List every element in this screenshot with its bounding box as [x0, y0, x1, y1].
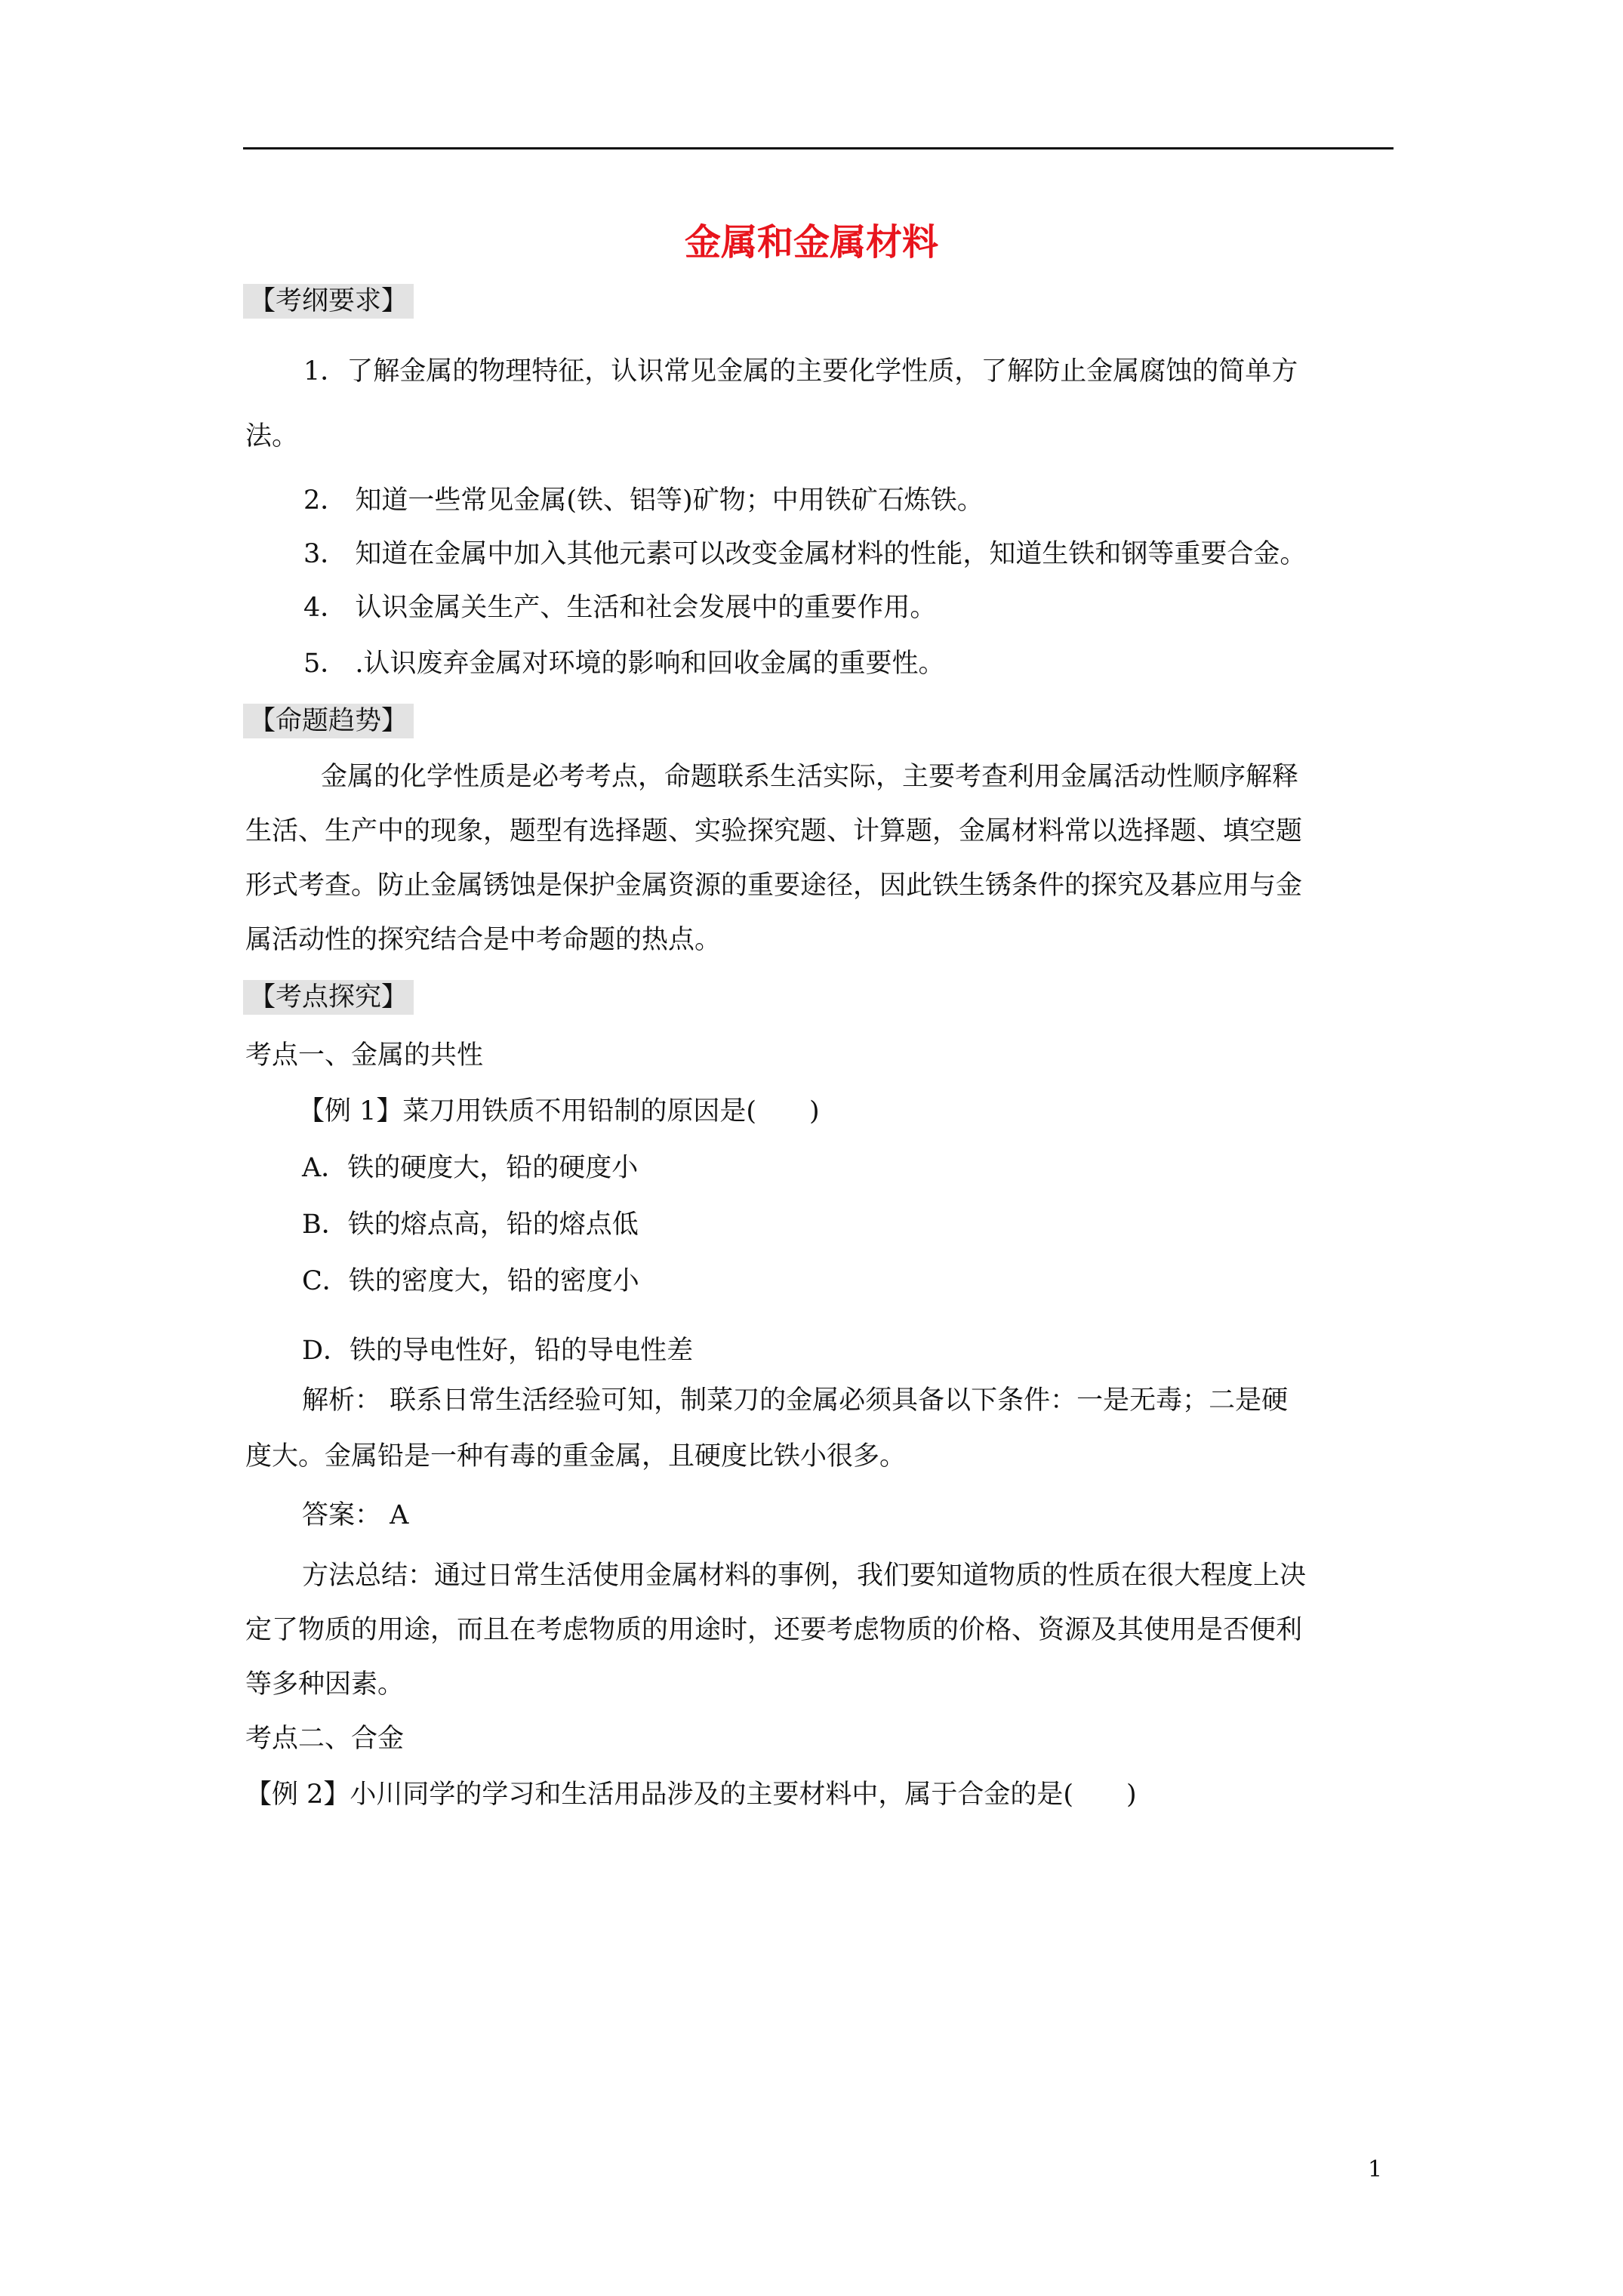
section-explore: 【考点探究】 — [243, 980, 414, 1015]
example1-summary: 方法总结：通过日常生活使用金属材料的事例，我们要知道物质的性质在很大程度上决 — [302, 1561, 1307, 1591]
requirement-item-4: 4． 认识金属关生产、生活和社会发展中的重要作用。 — [303, 593, 937, 623]
requirement-item-1: 1．了解金属的物理特征，认识常见金属的主要化学性质，了解防止金属腐蚀的简单方 — [303, 356, 1298, 387]
section-trend: 【命题趋势】 — [243, 704, 414, 738]
trend-paragraph-line: 属活动性的探究结合是中考命题的热点。 — [245, 925, 722, 955]
section-requirements: 【考纲要求】 — [243, 284, 414, 319]
example1-option-a: A．铁的硬度大，铅的硬度小 — [302, 1153, 639, 1183]
page-number: 1 — [1368, 2156, 1383, 2183]
trend-paragraph-line: 金属的化学性质是必考考点，命题联系生活实际，主要考查利用金属活动性顺序解释 — [321, 762, 1299, 792]
trend-paragraph-line: 形式考查。防止金属锈蚀是保护金属资源的重要途径，因此铁生锈条件的探究及碁应用与金 — [245, 871, 1303, 901]
example1-analysis: 解析： 联系日常生活经验可知，制菜刀的金属必须具备以下条件：一是无毒；二是硬 — [302, 1385, 1289, 1416]
point1-heading: 考点一、金属的共性 — [245, 1040, 484, 1071]
requirement-item-5: 5． .认识废弃金属对环境的影响和回收金属的重要性。 — [303, 649, 945, 679]
example1-summary-cont: 定了物质的用途，而且在考虑物质的用途时，还要考虑物质的价格、资源及其使用是否便利 — [245, 1615, 1303, 1645]
trend-paragraph-line: 生活、生产中的现象，题型有选择题、实验探究题、计算题，金属材料常以选择题、填空题 — [245, 816, 1303, 846]
page-title: 金属和金属材料 — [684, 221, 938, 264]
example2-question: 【例 2】小川同学的学习和生活用品涉及的主要材料中，属于合金的是( ) — [245, 1780, 1137, 1810]
example1-question: 【例 1】菜刀用铁质不用铅制的原因是( ) — [298, 1096, 820, 1126]
requirement-item-1-cont: 法。 — [245, 421, 299, 451]
example1-analysis-cont: 度大。金属铅是一种有毒的重金属，且硬度比铁小很多。 — [245, 1441, 907, 1472]
header-rule — [243, 147, 1394, 149]
example1-option-b: B．铁的熔点高，铅的熔点低 — [302, 1210, 639, 1240]
point2-heading: 考点二、合金 — [245, 1724, 405, 1754]
requirement-item-3: 3． 知道在金属中加入其他元素可以改变金属材料的性能，知道生铁和钢等重要合金。 — [303, 539, 1307, 569]
example1-summary-cont: 等多种因素。 — [245, 1669, 405, 1700]
example1-answer: 答案： A — [302, 1500, 409, 1530]
example1-option-d: D．铁的导电性好，铅的导电性差 — [302, 1336, 694, 1366]
requirement-item-2: 2． 知道一些常见金属(铁、铝等)矿物；中用铁矿石炼铁。 — [303, 485, 984, 516]
example1-option-c: C．铁的密度大，铅的密度小 — [302, 1266, 639, 1296]
